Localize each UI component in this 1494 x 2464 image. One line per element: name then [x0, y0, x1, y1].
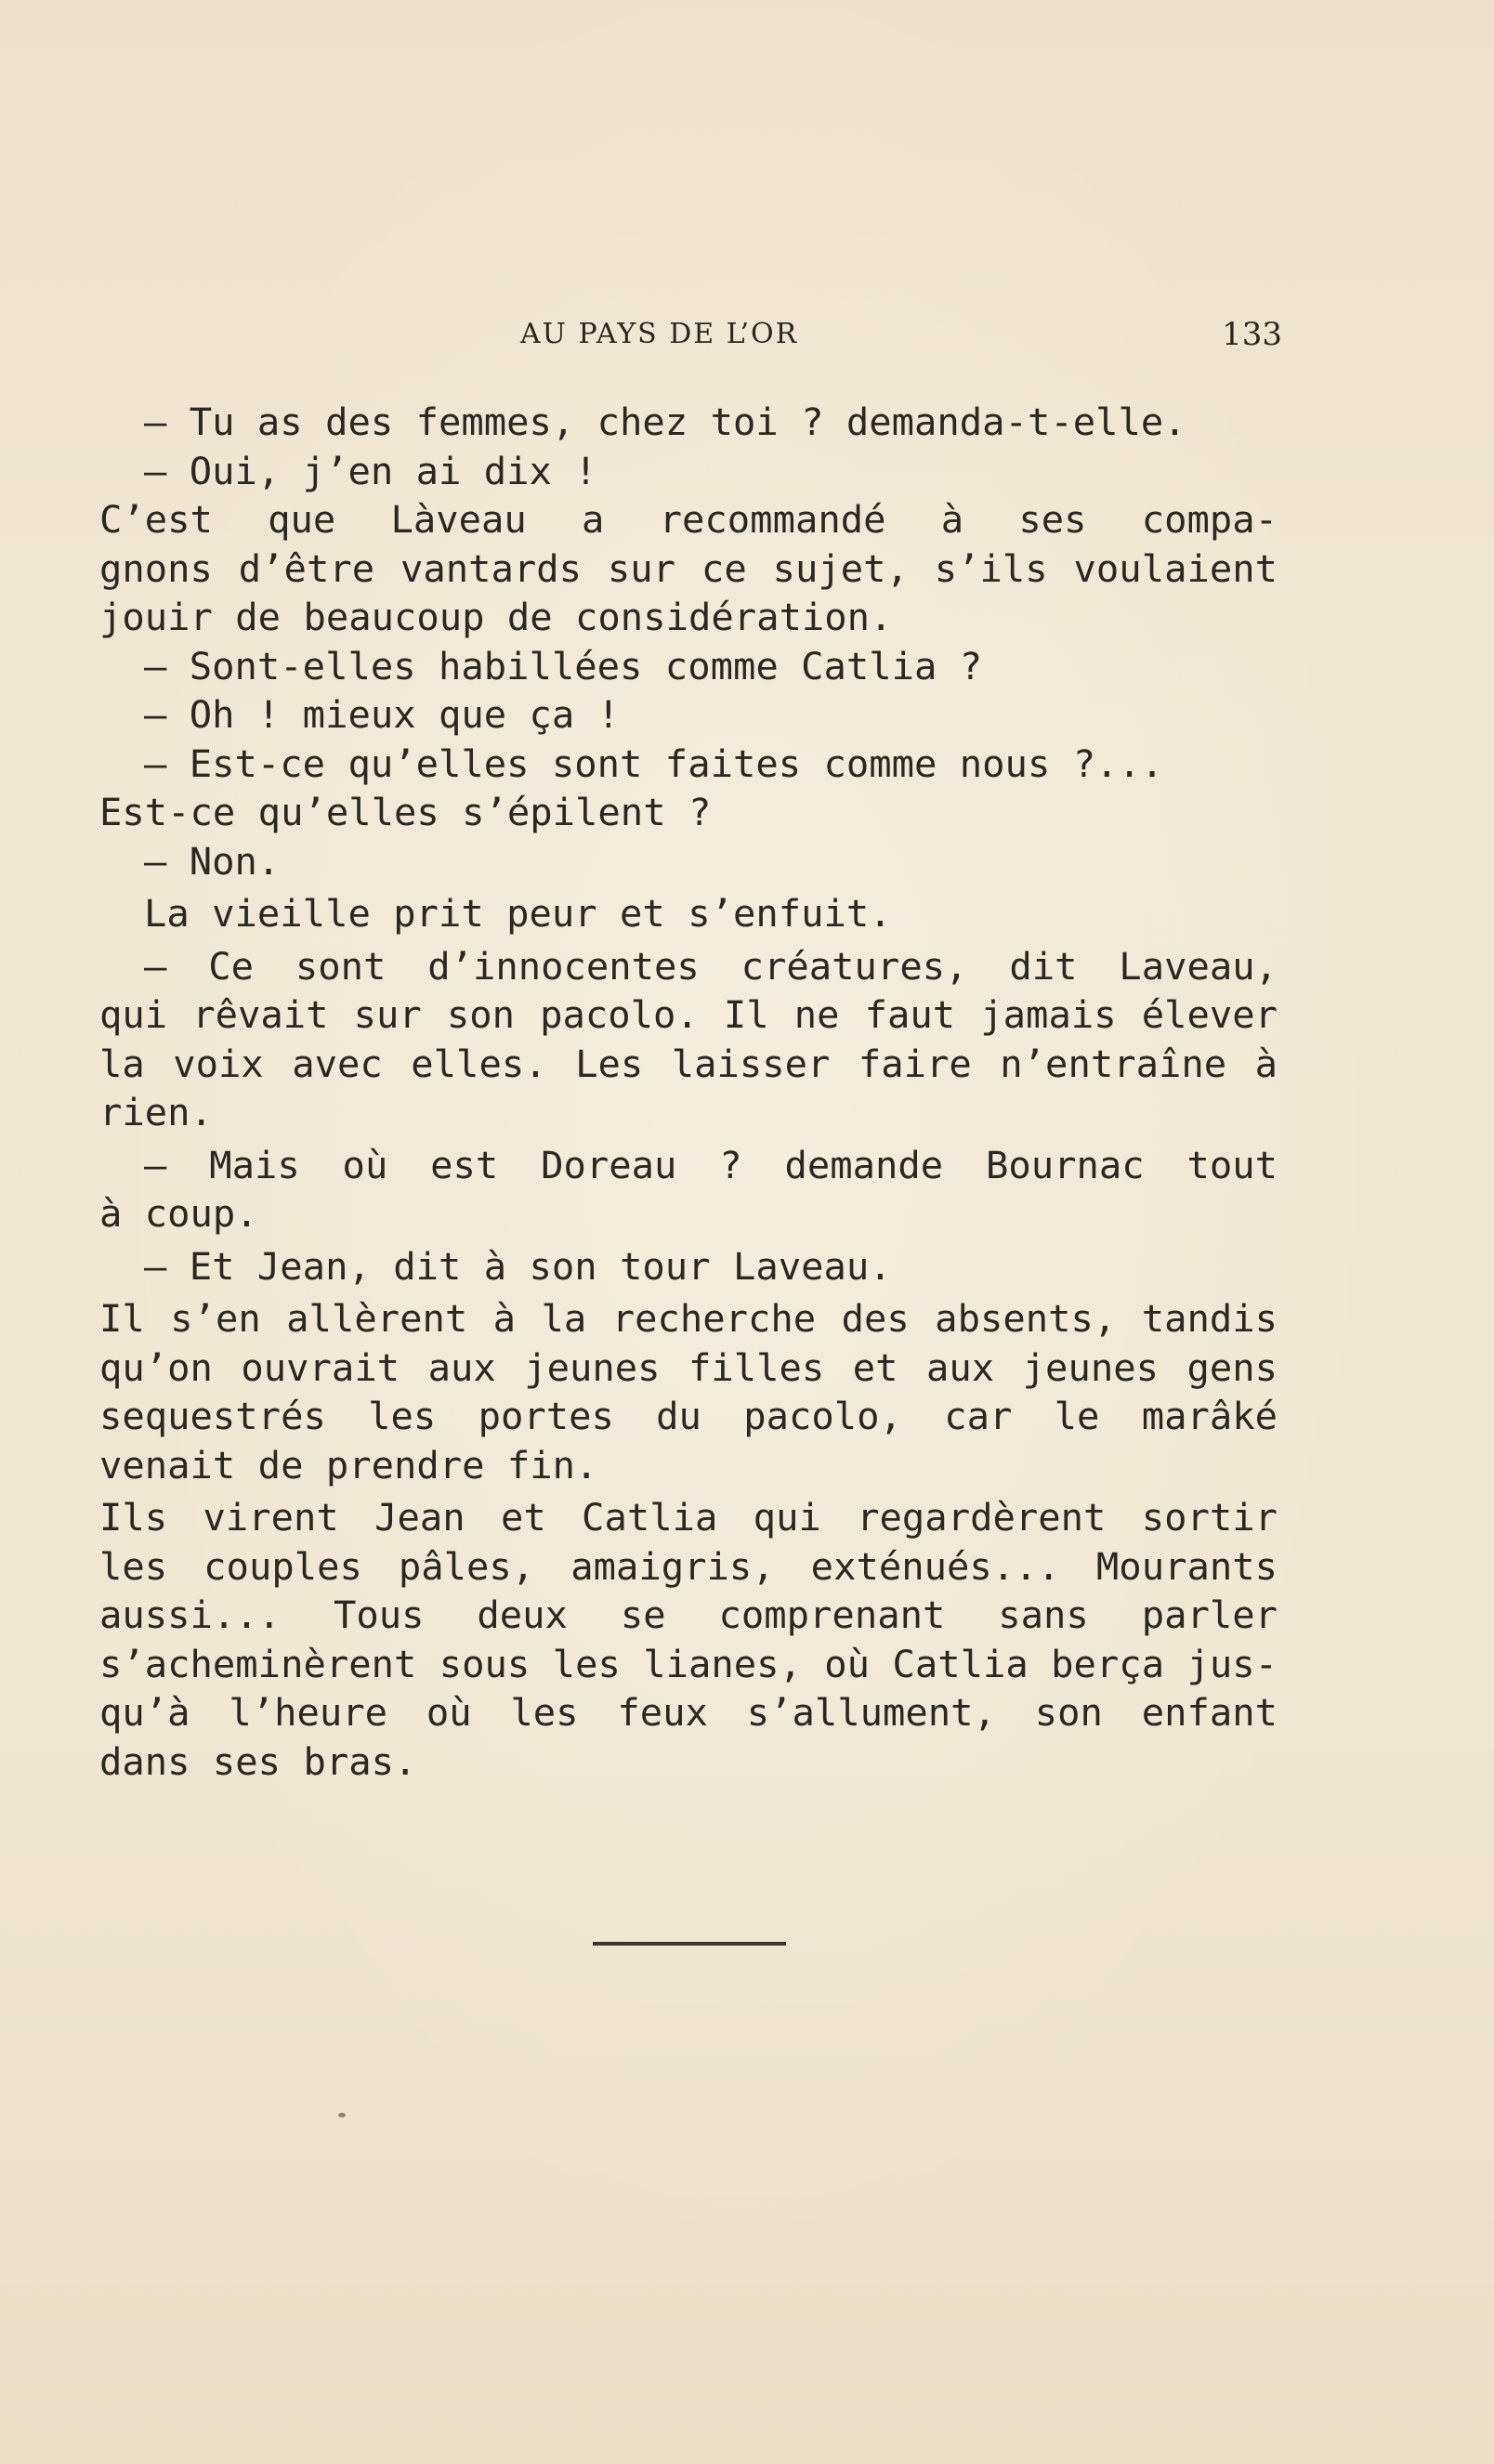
page-number: 133 [1222, 316, 1282, 353]
text-line: — Mais où est Doreau ? demande Bournac tout [144, 1142, 1278, 1187]
text-line: Est-ce qu’elles s’épilent ? [99, 790, 712, 834]
text-line: sequestrés les portes du pacolo, car le marâké [99, 1394, 1278, 1438]
text-line: à coup. [99, 1191, 258, 1236]
text-line: — Non. [144, 838, 281, 884]
text-line: venait de prendre fin. [99, 1442, 598, 1488]
section-end-rule [593, 1942, 786, 1946]
text-line: jouir de beaucoup de considération. [99, 595, 893, 639]
text-line: qu’à l’heure où les feux s’allument, son enfant [99, 1690, 1278, 1735]
paper-speck [338, 2113, 346, 2117]
text-line: qu’on ouvrait aux jeunes filles et aux jeunes gens [99, 1344, 1278, 1390]
text-line: C’est que Làveau a recommandé à ses compa- [99, 497, 1278, 542]
text-line: — Ce sont d’innocentes créatures, dit Laveau, [144, 943, 1278, 989]
running-title: AU PAYS DE L’OR [520, 318, 799, 350]
text-line: Il s’en allèrent à la recherche des absents, tandis [99, 1296, 1278, 1341]
text-line: — Est-ce qu’elles sont faites comme nous ?... [144, 741, 1164, 786]
text-line: — Oh ! mieux que ça ! [144, 692, 621, 737]
page-header [520, 314, 1282, 360]
text-line: s’acheminèrent sous les lianes, où Catlia berça jus- [99, 1641, 1278, 1686]
text-line: aussi... Tous deux se comprenant sans parler [99, 1592, 1278, 1637]
text-line: La vieille prit peur et s’enfuit. [144, 891, 892, 936]
text-line: dans ses bras. [99, 1738, 417, 1784]
text-line: — Et Jean, dit à son tour Laveau. [144, 1243, 892, 1289]
text-line: la voix avec elles. Les laisser faire n’entraîne à [99, 1041, 1278, 1086]
text-line: — Oui, j’en ai dix ! [144, 448, 597, 493]
text-line: gnons d’être vantards sur ce sujet, s’ils voulaient [99, 545, 1278, 591]
text-line: — Sont-elles habillées comme Catlia ? [144, 643, 983, 688]
body-text [99, 398, 1278, 1786]
text-line: — Tu as des femmes, chez toi ? demanda-t-elle. [144, 400, 1186, 444]
text-line: les couples pâles, amaigris, exténués... Mourants [99, 1543, 1278, 1589]
text-line: Ils virent Jean et Catlia qui regardèrent sortir [99, 1495, 1278, 1540]
text-line: qui rêvait sur son pacolo. Il ne faut jamais élever [99, 992, 1278, 1037]
text-line: rien. [99, 1090, 213, 1134]
